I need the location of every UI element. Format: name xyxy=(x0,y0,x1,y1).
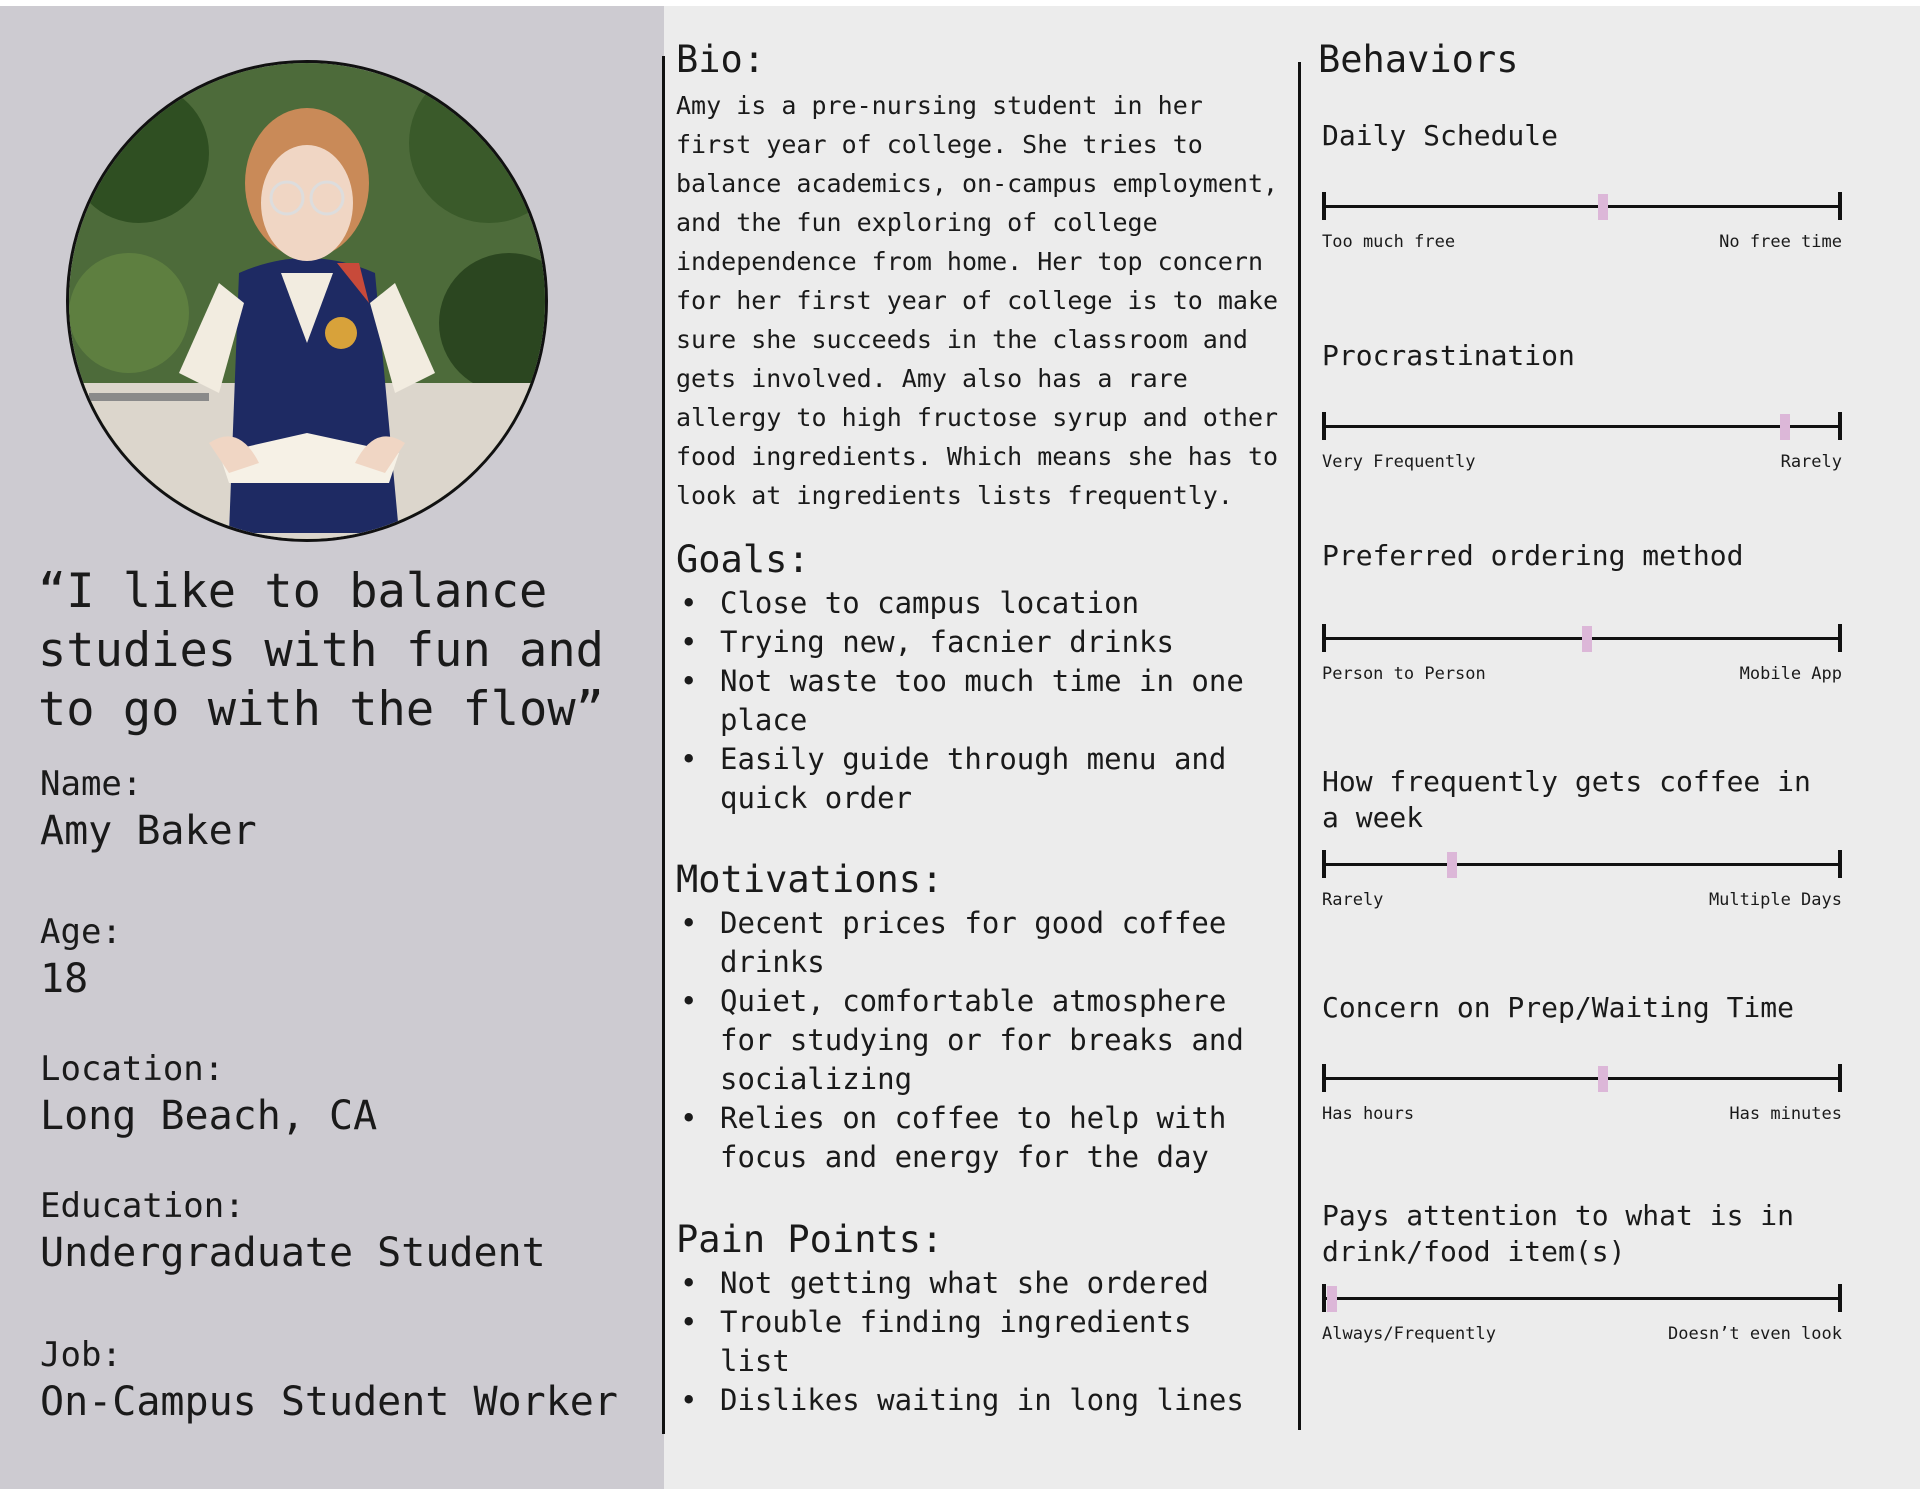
scale-high-label: Has minutes xyxy=(1729,1104,1842,1124)
behavior-question: Pays attention to what is in drink/food item(s) xyxy=(1322,1199,1795,1268)
scale-marker xyxy=(1780,414,1790,440)
scale-high-label: No free time xyxy=(1719,232,1842,252)
job-label: Job: xyxy=(40,1335,122,1375)
column-divider-left xyxy=(662,56,665,1434)
pain-points-title: Pain Points: xyxy=(676,1218,944,1261)
bio-text: Amy is a pre-nursing student in her first year of college. She tries to balance academics, on-campus employment, and the fun exploring of college independence from home. Her top concern for her first year of college is to make sure she succeeds in the classroom and gets involved. Amy also has a rare allergy to high fructose syrup and other food ingredients. Which means she has to look at ingredients lists frequently. xyxy=(676,91,1279,510)
scale-low-label: Too much free xyxy=(1322,232,1456,252)
age-value: 18 xyxy=(40,956,89,1002)
name-value: Amy Baker xyxy=(40,808,257,854)
behavior-question: Daily Schedule xyxy=(1322,119,1559,152)
scale-low-label: Rarely xyxy=(1322,890,1384,910)
scale-marker xyxy=(1327,1286,1337,1312)
behavior-question: Concern on Prep/Waiting Time xyxy=(1322,991,1795,1024)
scale-marker xyxy=(1598,194,1608,220)
behavior-question: How frequently gets coffee in a week xyxy=(1322,765,1811,834)
age-label: Age: xyxy=(40,912,122,952)
motivations-list xyxy=(676,904,1276,1177)
education-label: Education: xyxy=(40,1186,245,1226)
scale-marker xyxy=(1598,1066,1608,1092)
list-item: • Dislikes waiting in long lines xyxy=(676,1381,1276,1420)
scale-low-label: Person to Person xyxy=(1322,664,1486,684)
list-item: • Close to campus location xyxy=(676,584,1276,623)
behavior-scale xyxy=(1322,192,1842,222)
goals-list xyxy=(676,584,1276,818)
behavior-scale xyxy=(1322,850,1842,880)
scale-high-label: Multiple Days xyxy=(1708,890,1842,910)
behavior-question: Procrastination xyxy=(1322,339,1575,372)
behavior-daily-schedule xyxy=(1322,118,1842,252)
scale-low-label: Very Frequently xyxy=(1322,452,1476,472)
behavior-waiting-time xyxy=(1322,990,1842,1124)
list-item: • Trying new, facnier drinks xyxy=(676,623,1276,662)
list-item: • Decent prices for good coffee drinks xyxy=(676,904,1276,982)
behavior-coffee-frequency xyxy=(1322,764,1842,910)
bio-title: Bio: xyxy=(676,38,766,81)
behavior-question: Preferred ordering method xyxy=(1322,539,1744,572)
list-item: • Relies on coffee to help with focus and energy for the day xyxy=(676,1099,1276,1177)
job-value: On-Campus Student Worker xyxy=(40,1379,618,1425)
name-label: Name: xyxy=(40,764,143,804)
behavior-procrastination xyxy=(1322,338,1842,472)
scale-marker xyxy=(1582,626,1592,652)
scale-high-label: Doesn’t even look xyxy=(1668,1324,1842,1344)
list-item: • Quiet, comfortable atmosphere for studying or for breaks and socializing xyxy=(676,982,1276,1099)
behavior-ingredient-attention xyxy=(1322,1198,1842,1344)
persona-quote: “I like to balance studies with fun and to go with the flow” xyxy=(38,564,604,737)
scale-marker xyxy=(1447,852,1457,878)
behavior-ordering-method xyxy=(1322,538,1842,684)
behavior-scale xyxy=(1322,624,1842,654)
behavior-scale xyxy=(1322,412,1842,442)
list-item: • Not getting what she ordered xyxy=(676,1264,1276,1303)
education-value: Undergraduate Student xyxy=(40,1230,546,1276)
pain-points-list xyxy=(676,1264,1276,1420)
scale-high-label: Mobile App xyxy=(1739,664,1842,684)
scale-low-label: Has hours xyxy=(1322,1104,1415,1124)
scale-high-label: Rarely xyxy=(1780,452,1842,472)
behaviors-title: Behaviors xyxy=(1318,38,1519,81)
column-divider-right xyxy=(1298,62,1301,1430)
goals-title: Goals: xyxy=(676,538,810,581)
scale-low-label: Always/Frequently xyxy=(1322,1324,1496,1344)
location-value: Long Beach, CA xyxy=(40,1093,378,1139)
motivations-title: Motivations: xyxy=(676,858,944,901)
list-item: • Not waste too much time in one place xyxy=(676,662,1276,740)
list-item: • Trouble finding ingredients list xyxy=(676,1303,1276,1381)
location-label: Location: xyxy=(40,1049,225,1089)
list-item: • Easily guide through menu and quick order xyxy=(676,740,1276,818)
persona-photo xyxy=(66,60,548,542)
behavior-scale xyxy=(1322,1064,1842,1094)
behavior-scale xyxy=(1322,1284,1842,1314)
